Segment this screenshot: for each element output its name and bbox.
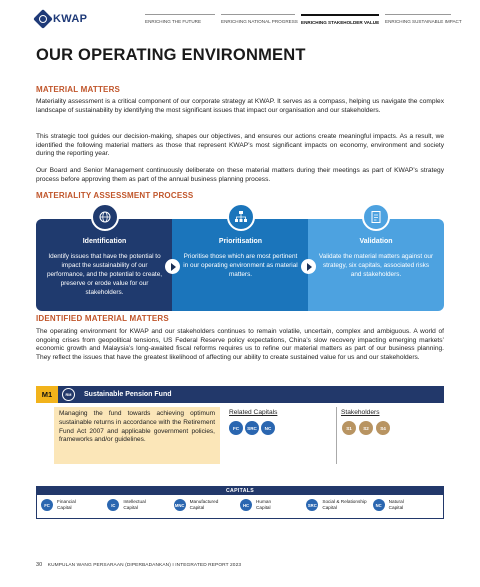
globe-network-icon bbox=[91, 203, 119, 231]
page-footer bbox=[36, 562, 241, 568]
capital-name: Intellectual bbox=[123, 499, 146, 505]
capital-item bbox=[306, 499, 372, 511]
m1-header bbox=[36, 386, 444, 403]
m1-title: Sustainable Pension Fund bbox=[84, 391, 172, 398]
nav-enriching-future[interactable]: ENRICHING THE FUTURE bbox=[145, 14, 215, 25]
material-matters-heading: MATERIAL MATTERS bbox=[36, 85, 121, 94]
capital-code: SRC bbox=[306, 499, 318, 511]
stakeholders-label: Stakeholders bbox=[341, 409, 380, 416]
divider bbox=[336, 407, 337, 464]
identified-matters-heading: IDENTIFIED MATERIAL MATTERS bbox=[36, 314, 169, 323]
related-capitals-label: Related Capitals bbox=[229, 409, 278, 416]
capital-suffix: Capital bbox=[189, 505, 205, 510]
process-step-title: Prioritisation bbox=[218, 238, 263, 245]
capital-suffix: Capital bbox=[57, 505, 72, 510]
capital-item bbox=[240, 499, 306, 511]
m1-tag: M1 bbox=[36, 386, 58, 403]
capital-code: IC bbox=[107, 499, 119, 511]
process-step-desc: Identify issues that have the potential to impact the sustainability of our performance, and the potential to create, preserve or erode value for our stakeholders. bbox=[46, 253, 163, 296]
page-number: 30 bbox=[36, 562, 43, 568]
capital-name: Manufactured bbox=[189, 499, 219, 505]
capital-code: HC bbox=[240, 499, 252, 511]
material-matters-paragraph-1: Materiality assessment is a critical component of our corporate strategy at KWAP. It serves as a compass, helping us navigate the complex landscape of sustainability by identifying the most significant issues that impact our organisation and our stakeholders. bbox=[36, 98, 444, 114]
material-matters-paragraph-2: This strategic tool guides our decision-making, shapes our objectives, and ensures our actions create meaningful impacts. As a result, we identified the following material matters as those that represent KWAP’s most significant impacts on economy, environment and society during the reporting year. bbox=[36, 133, 444, 158]
capital-item bbox=[41, 499, 107, 511]
hierarchy-icon bbox=[227, 203, 255, 231]
stakeholder-badges bbox=[342, 421, 390, 435]
stakeholder-badge-s1: S1 bbox=[342, 421, 356, 435]
nav-enriching-national-progress[interactable]: ENRICHING NATIONAL PROGRESS bbox=[221, 14, 295, 25]
m1-description: Managing the fund towards achieving optimum sustainable returns in accordance with the Retirement Fund Act 2007 and applicable government policies, frameworks and/or guidelines. bbox=[54, 407, 220, 464]
kwap-logo bbox=[36, 12, 87, 26]
section-nav bbox=[145, 14, 462, 25]
nav-enriching-stakeholder-value[interactable]: ENRICHING STAKEHOLDER VALUE bbox=[301, 14, 379, 25]
checklist-icon bbox=[362, 203, 390, 231]
process-step-identification bbox=[36, 219, 173, 311]
process-step-desc: Validate the material matters against our strategy, six capitals, associated risks and stakeholders. bbox=[318, 253, 434, 278]
capital-suffix: Capital bbox=[322, 505, 337, 510]
capital-badge-src: SRC bbox=[245, 421, 259, 435]
identified-matters-paragraph: The operating environment for KWAP and our stakeholders continues to remain volatile, uncertain, complex and ambiguous. A world of ongoing crises from geopolitical tensions, US Federal Reserve policy expectations, China’s slow recovery impacting emerging markets’ economic growth and Malaysia’s long-awaited fiscal reforms requires us to refine our material matters as part of our business planning. They reflect the issues that have the greatest likelihood of affecting our ability to create sustained value for us and our stakeholders. bbox=[36, 328, 444, 361]
assessment-process-heading: MATERIALITY ASSESSMENT PROCESS bbox=[36, 191, 194, 200]
process-step-desc: Prioritise those which are most pertinent in our operating environment as material matters. bbox=[183, 253, 298, 278]
footer-text: KUMPULAN WANG PERSARAAN (DIPERBADANKAN) I INTEGRATED REPORT 2023 bbox=[47, 563, 242, 568]
arrow-right-icon bbox=[165, 259, 180, 274]
assessment-process bbox=[36, 219, 444, 311]
capital-suffix: Capital bbox=[123, 505, 138, 510]
capital-name: Natural bbox=[388, 499, 404, 505]
capital-badge-nc: NC bbox=[261, 421, 275, 435]
stakeholder-badge-s2: S2 bbox=[359, 421, 373, 435]
capital-code: MNC bbox=[174, 499, 186, 511]
capital-suffix: Capital bbox=[255, 505, 271, 510]
capital-item bbox=[373, 499, 439, 511]
kwap-logo-icon bbox=[33, 9, 53, 29]
material-matters-paragraph-3: Our Board and Senior Management continuously deliberate on these material matters during their meetings as part of KWAP’s strategy process before approving them as part of the annual business planning process. bbox=[36, 167, 444, 183]
capital-item bbox=[107, 499, 173, 511]
page-title: OUR OPERATING ENVIRONMENT bbox=[36, 46, 306, 64]
capital-item bbox=[174, 499, 240, 511]
related-capitals bbox=[229, 421, 275, 435]
nav-enriching-sustainable-impact[interactable]: ENRICHING SUSTAINABLE IMPACT bbox=[385, 14, 451, 25]
process-step-title: Validation bbox=[359, 238, 393, 245]
logo-text: KWAP bbox=[53, 13, 88, 25]
process-step-prioritisation bbox=[172, 219, 309, 311]
capital-name: Human bbox=[255, 499, 272, 505]
process-step-validation bbox=[308, 219, 444, 311]
capital-badge-fc: FC bbox=[229, 421, 243, 435]
stakeholder-badge-s4: S4 bbox=[376, 421, 390, 435]
pension-fund-icon: RM bbox=[62, 388, 75, 401]
capitals-legend bbox=[36, 486, 444, 519]
capital-code: FC bbox=[41, 499, 53, 511]
arrow-right-icon bbox=[301, 259, 316, 274]
capital-name: Social & Relationship bbox=[322, 499, 367, 505]
capitals-heading: CAPITALS bbox=[37, 487, 443, 495]
process-step-title: Identification bbox=[82, 238, 127, 245]
capital-code: NC bbox=[373, 499, 385, 511]
capital-suffix: Capital bbox=[388, 505, 404, 510]
capital-name: Financial bbox=[57, 499, 76, 505]
